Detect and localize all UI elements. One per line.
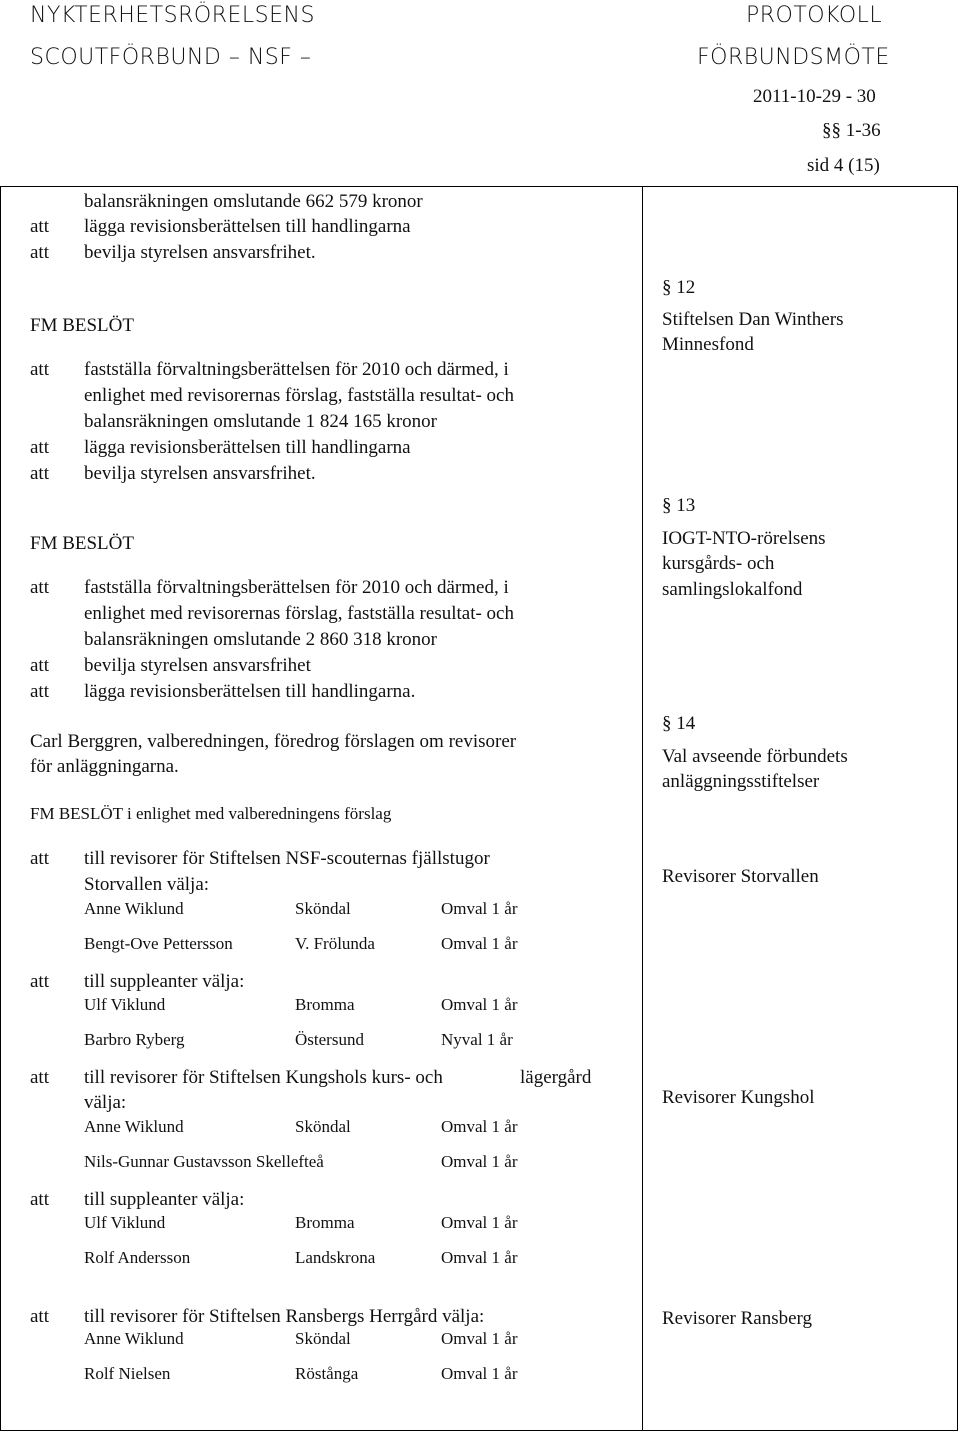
att-marker: att bbox=[30, 463, 49, 484]
att-marker: att bbox=[30, 216, 49, 237]
margin-heading: Revisorer Kungshol bbox=[662, 1087, 815, 1108]
att-marker: att bbox=[30, 848, 49, 869]
body-line: lägga revisionsberättelsen till handlingarna bbox=[84, 216, 411, 237]
org-name-line1: NYKTERHETSRÖRELSENS bbox=[30, 3, 315, 28]
person-name: Anne Wiklund bbox=[84, 1329, 184, 1348]
org-name-line2: SCOUTFÖRBUND – NSF – bbox=[30, 45, 312, 70]
body-line: till revisorer för Stiftelsen Ransbergs Herrgård välja: bbox=[84, 1306, 485, 1327]
att-marker: att bbox=[30, 437, 49, 458]
att-marker: att bbox=[30, 1189, 49, 1210]
body-line: bevilja styrelsen ansvarsfrihet. bbox=[84, 463, 316, 484]
person-name: Anne Wiklund bbox=[84, 899, 184, 918]
body-line: till revisorer för Stiftelsen Kungshols kurs- och bbox=[84, 1067, 443, 1088]
person-place: Sköndal bbox=[295, 1117, 351, 1136]
person-term: Nyval 1 år bbox=[441, 1030, 513, 1049]
body-line: för anläggningarna. bbox=[30, 756, 179, 777]
page-number: sid 4 (15) bbox=[807, 155, 880, 176]
margin-heading: Stiftelsen Dan Winthers bbox=[662, 309, 844, 330]
meeting-date: 2011-10-29 - 30 bbox=[753, 86, 876, 107]
margin-heading: anläggningsstiftelser bbox=[662, 771, 820, 792]
person-name: Bengt-Ove Pettersson bbox=[84, 934, 233, 953]
body-line: fastställa förvaltningsberättelsen för 2010 och därmed, i bbox=[84, 577, 509, 598]
person-place: Sköndal bbox=[295, 1329, 351, 1348]
body-line: lägga revisionsberättelsen till handlingarna. bbox=[84, 681, 416, 702]
margin-heading: samlingslokalfond bbox=[662, 579, 803, 600]
person-name: Anne Wiklund bbox=[84, 1117, 184, 1136]
att-marker: att bbox=[30, 1067, 49, 1088]
person-term: Omval 1 år bbox=[441, 1117, 518, 1136]
margin-heading: Revisorer Ransberg bbox=[662, 1308, 813, 1329]
att-marker: att bbox=[30, 681, 49, 702]
person-place: V. Frölunda bbox=[295, 934, 375, 953]
section-range: §§ 1-36 bbox=[822, 120, 881, 141]
body-line: balansräkningen omslutande 1 824 165 kronor bbox=[84, 411, 438, 432]
att-marker: att bbox=[30, 242, 49, 263]
paragraph-number: § 12 bbox=[662, 277, 696, 298]
body-line: lägga revisionsberättelsen till handlingarna bbox=[84, 437, 411, 458]
body-line: enlighet med revisorernas förslag, fastställa resultat- och bbox=[84, 603, 514, 624]
body-line: enlighet med revisorernas förslag, fastställa resultat- och bbox=[84, 385, 514, 406]
body-line: välja: bbox=[84, 1092, 127, 1113]
doc-type: PROTOKOLL bbox=[746, 3, 883, 28]
body-line: balansräkningen omslutande 662 579 kronor bbox=[84, 191, 423, 212]
body-line: bevilja styrelsen ansvarsfrihet bbox=[84, 655, 311, 676]
person-name: Ulf Viklund bbox=[84, 1213, 166, 1232]
att-marker: att bbox=[30, 577, 49, 598]
body-line: till suppleanter välja: bbox=[84, 971, 245, 992]
decision-heading: FM BESLÖT bbox=[30, 315, 134, 336]
margin-heading: Minnesfond bbox=[662, 334, 754, 355]
paragraph-number: § 13 bbox=[662, 495, 696, 516]
body-line: balansräkningen omslutande 2 860 318 kronor bbox=[84, 629, 438, 650]
person-term: Omval 1 år bbox=[441, 1364, 518, 1383]
person-term: Omval 1 år bbox=[441, 1213, 518, 1232]
person-place: Sköndal bbox=[295, 899, 351, 918]
person-name: Rolf Nielsen bbox=[84, 1364, 171, 1383]
person-place: Bromma bbox=[295, 1213, 355, 1232]
person-name: Ulf Viklund bbox=[84, 995, 166, 1014]
person-place: Landskrona bbox=[295, 1248, 376, 1267]
body-line: Storvallen välja: bbox=[84, 874, 210, 895]
margin-column-divider bbox=[642, 186, 643, 1431]
person-term: Omval 1 år bbox=[441, 1152, 518, 1171]
att-marker: att bbox=[30, 655, 49, 676]
decision-heading: FM BESLÖT i enlighet med valberedningens förslag bbox=[30, 804, 392, 823]
person-name: Nils-Gunnar Gustavsson Skellefteå bbox=[84, 1152, 324, 1171]
margin-heading: Val avseende förbundets bbox=[662, 746, 848, 767]
att-marker: att bbox=[30, 359, 49, 380]
margin-heading: IOGT-NTO-rörelsens bbox=[662, 528, 826, 549]
att-marker: att bbox=[30, 971, 49, 992]
person-place: Röstånga bbox=[295, 1364, 359, 1383]
person-term: Omval 1 år bbox=[441, 934, 518, 953]
body-line: Carl Berggren, valberedningen, föredrog förslagen om revisorer bbox=[30, 731, 517, 752]
margin-heading: Revisorer Storvallen bbox=[662, 866, 819, 887]
person-name: Barbro Ryberg bbox=[84, 1030, 185, 1049]
margin-heading: kursgårds- och bbox=[662, 553, 775, 574]
person-place: Östersund bbox=[295, 1030, 364, 1049]
person-term: Omval 1 år bbox=[441, 995, 518, 1014]
person-term: Omval 1 år bbox=[441, 1329, 518, 1348]
meeting-title: FÖRBUNDSMÖTE bbox=[697, 45, 890, 70]
body-line: bevilja styrelsen ansvarsfrihet. bbox=[84, 242, 316, 263]
body-line: till suppleanter välja: bbox=[84, 1189, 245, 1210]
att-marker: att bbox=[30, 1306, 49, 1327]
body-line: lägergård bbox=[520, 1067, 592, 1088]
body-line: fastställa förvaltningsberättelsen för 2010 och därmed, i bbox=[84, 359, 509, 380]
paragraph-number: § 14 bbox=[662, 713, 696, 734]
person-term: Omval 1 år bbox=[441, 899, 518, 918]
body-line: till revisorer för Stiftelsen NSF-scouternas fjällstugor bbox=[84, 848, 490, 869]
person-name: Rolf Andersson bbox=[84, 1248, 191, 1267]
person-term: Omval 1 år bbox=[441, 1248, 518, 1267]
decision-heading: FM BESLÖT bbox=[30, 533, 134, 554]
person-place: Bromma bbox=[295, 995, 355, 1014]
